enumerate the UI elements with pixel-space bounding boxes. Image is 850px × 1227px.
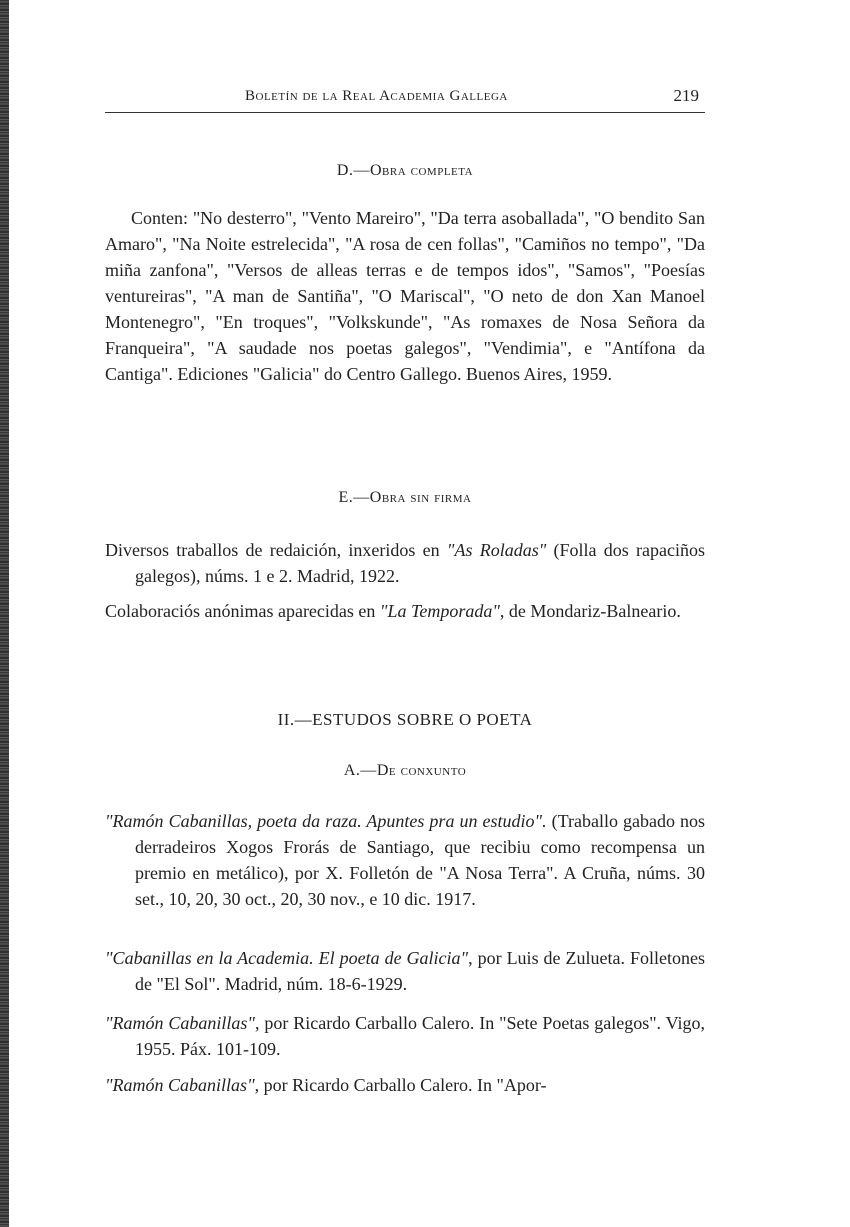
reference-title: "Ramón Cabanillas, poeta da raza. Apuntes pra un estudio". (105, 811, 547, 831)
item-text: , de Mondariz-Balneario. (499, 601, 681, 621)
journal-title: Boletín de la Real Academia Gallega (245, 88, 508, 104)
reference-text: , por Ricardo Carballo Calero. In "Apor- (254, 1075, 547, 1095)
reference-text: (Traballo gabado nos derradeiros Xogos Frorás de Santiago, que recibiu como recompensa un premio en metálico), por X. Folletón de "A Nosa Terra". A Cruña, núms. 30 set., 10, 20, 30 oct., 20, 30 nov., e 10 dic. 1917. (135, 811, 705, 909)
page-number: 219 (673, 86, 699, 105)
section-e-item-1 (105, 537, 705, 589)
reference-title: "Ramón Cabanillas" (105, 1013, 255, 1033)
reference-1 (105, 808, 705, 912)
publication-title: "La Temporada" (379, 601, 500, 621)
reference-text: , por Ricardo Carballo Calero. In "Sete Poetas galegos". Vigo, 1955. Páx. 101-109. (135, 1013, 706, 1059)
subsection-a-heading: A.—De conxunto (343, 762, 467, 779)
reference-2 (105, 945, 705, 997)
item-text: Diversos traballos de redaición, inxeridos en (105, 540, 447, 560)
section-e-heading: E.—Obra sin firma (338, 489, 472, 506)
section-e-item-2 (105, 598, 705, 624)
running-header (105, 86, 705, 113)
page-binding-edge (0, 0, 9, 1227)
reference-3 (105, 1010, 705, 1062)
publication-title: "As Roladas" (446, 540, 547, 560)
reference-4 (105, 1072, 705, 1098)
section-d-heading: D.—Obra completa (336, 162, 474, 179)
reference-text: , por Luis de Zulueta. Folletones de "El Sol". Madrid, núm. 18-6-1929. (135, 948, 705, 994)
section-ii-heading: II.—ESTUDOS SOBRE O POETA (277, 710, 533, 729)
reference-title: "Cabanillas en la Academia. El poeta de Galicia" (105, 948, 469, 968)
section-d-paragraph: Conten: "No desterro", "Vento Mareiro", "Da terra asoballada", "O bendito San Amaro", "Na Noite estrelecida", "A rosa de cen follas", "Camiños no tempo", "Da miña zanfona", "Versos de alleas terras e de tempos idos", "Samos", "Poesías ventureiras", "A man de Santiña", "O Mariscal", "O neto de don Xan Manoel Montenegro", "En troques", "Volkskunde", "As romaxes de Nosa Señora da Franqueira", "A saudade nos poetas galegos", "Vendimia", e "Antífona da Cantiga". Ediciones "Galicia" do Centro Gallego. Buenos Aires, 1959. (105, 208, 705, 384)
item-text: Colaboraciós anónimas aparecidas en (105, 601, 380, 621)
reference-title: "Ramón Cabanillas" (105, 1075, 255, 1095)
item-text: (Folla dos rapaciños galegos), núms. 1 e 2. Madrid, 1922. (135, 540, 705, 586)
